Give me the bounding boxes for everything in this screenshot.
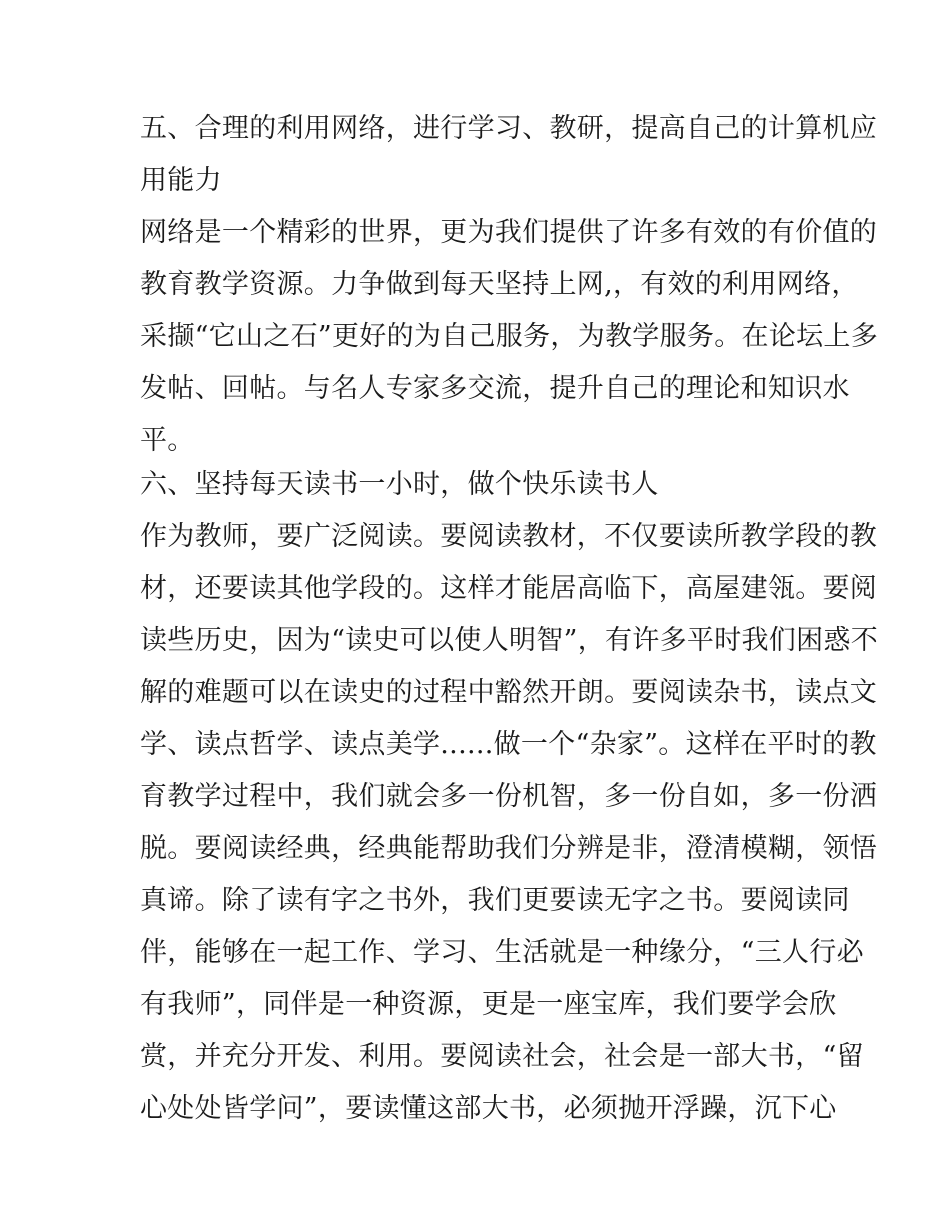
paragraph-line: 脱。要阅读经典，经典能帮助我们分辨是非，澄清模糊，领悟 <box>140 833 878 864</box>
paragraph-line: 读些历史，因为“读史可以使人明智”，有许多平时我们困惑不 <box>140 625 879 656</box>
paragraph-line: 赏，并充分开发、利用。要阅读社会，社会是一部大书，“留 <box>140 1041 864 1072</box>
paragraph-line: 学、读点哲学、读点美学......做一个“杂家”。这样在平时的教 <box>140 729 877 760</box>
paragraph-line: 育教学过程中，我们就会多一份机智，多一份自如，多一份洒 <box>140 781 878 812</box>
paragraph-line: 心处处皆学问”，要读懂这部大书，必须抛开浮躁，沉下心 <box>140 1093 837 1124</box>
paragraph-line: 采撷“它山之石”更好的为自己服务，为教学服务。在论坛上多 <box>140 321 879 352</box>
heading-section-five-cont: 用能力 <box>140 165 222 196</box>
paragraph-line: 平。 <box>140 425 195 456</box>
paragraph-line: 材，还要读其他学段的。这样才能居高临下，高屋建瓴。要阅 <box>140 573 878 604</box>
paragraph-line: 解的难题可以在读史的过程中豁然开朗。要阅读杂书，读点文 <box>140 677 878 708</box>
paragraph-line: 伴，能够在一起工作、学习、生活就是一种缘分，“三人行必 <box>140 937 864 968</box>
paragraph-line: 教育教学资源。力争做到每天坚持上网,，有效的利用网络， <box>140 269 859 300</box>
paragraph-line: 网络是一个精彩的世界，更为我们提供了许多有效的有价值的 <box>140 217 878 248</box>
heading-section-five: 五、合理的利用网络，进行学习、教研，提高自己的计算机应 <box>140 113 878 144</box>
paragraph-line: 有我师”，同伴是一种资源，更是一座宝库，我们要学会欣 <box>140 989 837 1020</box>
paragraph-line: 发帖、回帖。与名人专家多交流，提升自己的理论和知识水 <box>140 373 850 404</box>
paragraph-line: 真谛。除了读有字之书外，我们更要读无字之书。要阅读同 <box>140 885 850 916</box>
heading-section-six: 六、坚持每天读书一小时，做个快乐读书人 <box>140 469 659 500</box>
paragraph-line: 作为教师，要广泛阅读。要阅读教材，不仅要读所教学段的教 <box>140 521 878 552</box>
